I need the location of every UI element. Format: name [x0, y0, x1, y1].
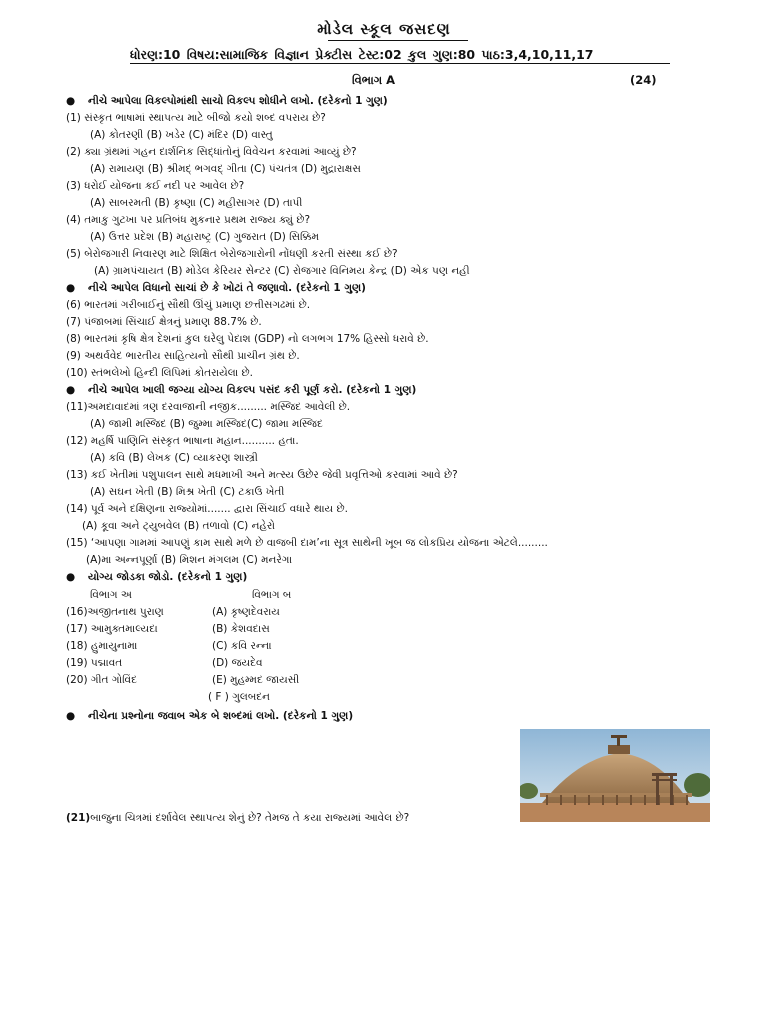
question-3: (3) ધરોઈ યોજના કઈ નદી પર આવેલ છે?: [66, 180, 245, 192]
question-12-options: (A) કવિ (B) લેખક (C) વ્યાકરણ શાસ્ત્રી: [90, 452, 258, 464]
question-1-options: (A) કોતરણી (B) ખડેર (C) મંદિર (D) વાસ્તુ: [90, 129, 273, 141]
match-b-item: (B) કેશવદાસ: [212, 623, 270, 635]
stupa-image: [520, 729, 710, 822]
question-1: (1) સંસ્કૃત ભાષામાં સ્થાપત્ય માટે બીજો કયો શબ્દ વપરાય છે?: [66, 112, 326, 124]
match-b-item: (E) મુહમ્મદ જાયસી: [212, 674, 300, 686]
match-col-a-title: વિભાગ અ: [90, 589, 132, 601]
exam-info-line: ધોરણ:10 વિષય:સામાજિક વિજ્ઞાન પ્રેક્ટીસ ટેસ્ટ:02 કુલ ગુણ:80 પાઠ:3,4,10,11,17: [130, 47, 594, 62]
match-b-item: (C) કવિ રન્ના: [212, 640, 272, 652]
instruction-true-false: [66, 282, 366, 295]
bullet-icon: ●: [66, 571, 76, 583]
question-15-options: (A)મા અન્નપૂર્ણા (B) મિશન મંગલમ (C) મનરેગા: [86, 554, 293, 566]
question-21-text: બાજુના ચિત્રમાં દર્શાવેલ સ્થાપત્ય શેનું છે? તેમજ તે કયા રાજ્યમાં આવેલ છે?: [90, 812, 410, 824]
question-7: (7) પંજાબમાં સિંચાઈ ક્ષેત્રનું પ્રમાણ 88.7% છે.: [66, 316, 262, 328]
instruction-text: નીચેના પ્રશ્નોના જવાબ એક બે શબ્દમાં લખો. (દરેકનો 1 ગુણ): [88, 710, 354, 722]
question-6: (6) ભારતમાં ગરીબાઈનું સૌથી ઊંચું પ્રમાણ છત્તીસગઢમાં છે.: [66, 299, 311, 311]
question-2: (2) ક્યા ગ્રંથમાં ગહન દાર્શનિક સિદ્ધાંતોનું વિવેચન કરવામાં આવ્યું છે?: [66, 146, 357, 158]
page-title: મોડેલ સ્કૂલ જસદણ: [317, 20, 451, 38]
question-11: (11)અમદાવાદમાં ત્રણ દરવાજાની નજીક......... મસ્જિદ આવેલી છે.: [66, 401, 351, 413]
question-13-options: (A) સઘન ખેતી (B) મિશ્ર ખેતી (C) ટકાઉ ખેતી: [90, 486, 285, 498]
question-3-options: (A) સાબરમતી (B) કૃષ્ણા (C) મહીસાગર (D) તાપી: [90, 197, 303, 209]
question-14-options: (A) કૂવા અને ટ્યુબવેલ (B) તળાવો (C) નહેરો: [82, 520, 275, 532]
question-4-options: (A) ઉત્તર પ્રદેશ (B) મહારાષ્ટ્ર (C) ગુજરાત (D) સિક્કિમ: [90, 231, 320, 243]
instruction-text: યોગ્ય જોડકા જોડો. (દરેકનો 1 ગુણ): [88, 571, 248, 583]
bullet-icon: ●: [66, 710, 76, 722]
question-8: (8) ભારતમાં કૃષિ ક્ષેત્ર દેશનાં કુલ ઘરેલુ પેદાશ (GDP) નો લગભગ 17% હિસ્સો ધરાવે છે.: [66, 333, 429, 345]
question-12: (12) મહર્ષિ પાણિનિ સંસ્કૃત ભાષાના મહાન.......... હતા.: [66, 435, 299, 447]
instruction-fill-blanks: [66, 384, 416, 397]
question-14: (14) પૂર્વ અને દક્ષિણના રાજ્યોમાં....... દ્વારા સિંચાઈ વધારે થાય છે.: [66, 503, 348, 515]
match-a-item: (18) હુમાયુનામા: [66, 640, 138, 652]
match-a-item: (20) ગીત ગોવિંદ: [66, 674, 137, 686]
bullet-icon: ●: [66, 282, 76, 294]
section-title: વિભાગ A: [352, 73, 396, 87]
section-marks: (24): [630, 73, 657, 87]
instruction-short-answer: [66, 710, 353, 723]
instruction-text: નીચે આપેલા વિકલ્પોમાંથી સાચો વિકલ્પ શોધીને લખો. (દરેકનો 1 ગુણ): [88, 95, 388, 107]
question-11-options: (A) જામી મસ્જિદ (B) જુમ્મા મસ્જિદ(C) જામા મસ્જિદ: [90, 418, 323, 430]
info-underline: [130, 63, 670, 64]
match-a-item: (17) આમુક્તમાલ્યદા: [66, 623, 158, 635]
bullet-icon: ●: [66, 95, 76, 107]
match-b-item: (D) જયદેવ: [212, 657, 263, 669]
question-21: [66, 812, 409, 825]
question-15: (15) ‘આપણા ગામમાં આપણું કામ સાથે મળે છે વાજબી દામ’ના સૂત્ર સાથેની ખૂબ જ લોકપ્રિય યોજના એટલે.........: [66, 537, 548, 549]
match-b-item: ( F ) ગુલબદન: [208, 691, 270, 703]
question-5-options: (A) ગ્રામપંચાયત (B) મોડેલ કેરિયર સેન્ટર (C) રોજગાર વિનિમય કેન્દ્ર (D) એક પણ નહી: [94, 265, 470, 277]
instruction-mcq: [66, 95, 388, 108]
match-a-item: (19) પદ્માવત: [66, 657, 123, 669]
bullet-icon: ●: [66, 384, 76, 396]
question-21-number: (21): [66, 812, 91, 824]
match-b-item: (A) કૃષ્ણદેવરાય: [212, 606, 280, 618]
instruction-match: [66, 571, 247, 584]
title-underline: [328, 40, 468, 41]
instruction-text: નીચે આપેલ ખાલી જગ્યા યોગ્ય વિકલ્પ પસંદ કરી પૂર્ણ કરો. (દરેકનો 1 ગુણ): [88, 384, 417, 396]
question-2-options: (A) રામાયણ (B) શ્રીમદ્ ભગવદ્ ગીતા (C) પંચતંત્ર (D) મુદ્રારાક્ષસ: [90, 163, 361, 175]
question-4: (4) તમાકુ ગુટખા પર પ્રતિબંધ મુકનાર પ્રથમ રાજ્ય ક્યું છે?: [66, 214, 311, 226]
question-10: (10) સ્તંભલેખો હિન્દી લિપિમાં કોતરાયેલા છે.: [66, 367, 254, 379]
match-a-item: (16)અજીતનાથ પુરાણ: [66, 606, 164, 618]
question-13: (13) કઈ ખેતીમાં પશુપાલન સાથે મધમાખી અને મત્સ્ય ઉછેર જેવી પ્રવૃત્તિઓ કરવામાં આવે છે?: [66, 469, 458, 481]
question-5: (5) બેરોજગારી નિવારણ માટે શિક્ષિત બેરોજગારોની નોંધણી કરતી સંસ્થા કઈ છે?: [66, 248, 398, 260]
match-col-b-title: વિભાગ બ: [252, 589, 292, 601]
instruction-text: નીચે આપેલ વિધાનો સાચાં છે કે ખોટાં તે જણાવો. (દરેકનો 1 ગુણ): [88, 282, 366, 294]
question-9: (9) અથર્વવેદ ભારતીય સાહિત્યનો સૌથી પ્રાચીન ગ્રંથ છે.: [66, 350, 300, 362]
